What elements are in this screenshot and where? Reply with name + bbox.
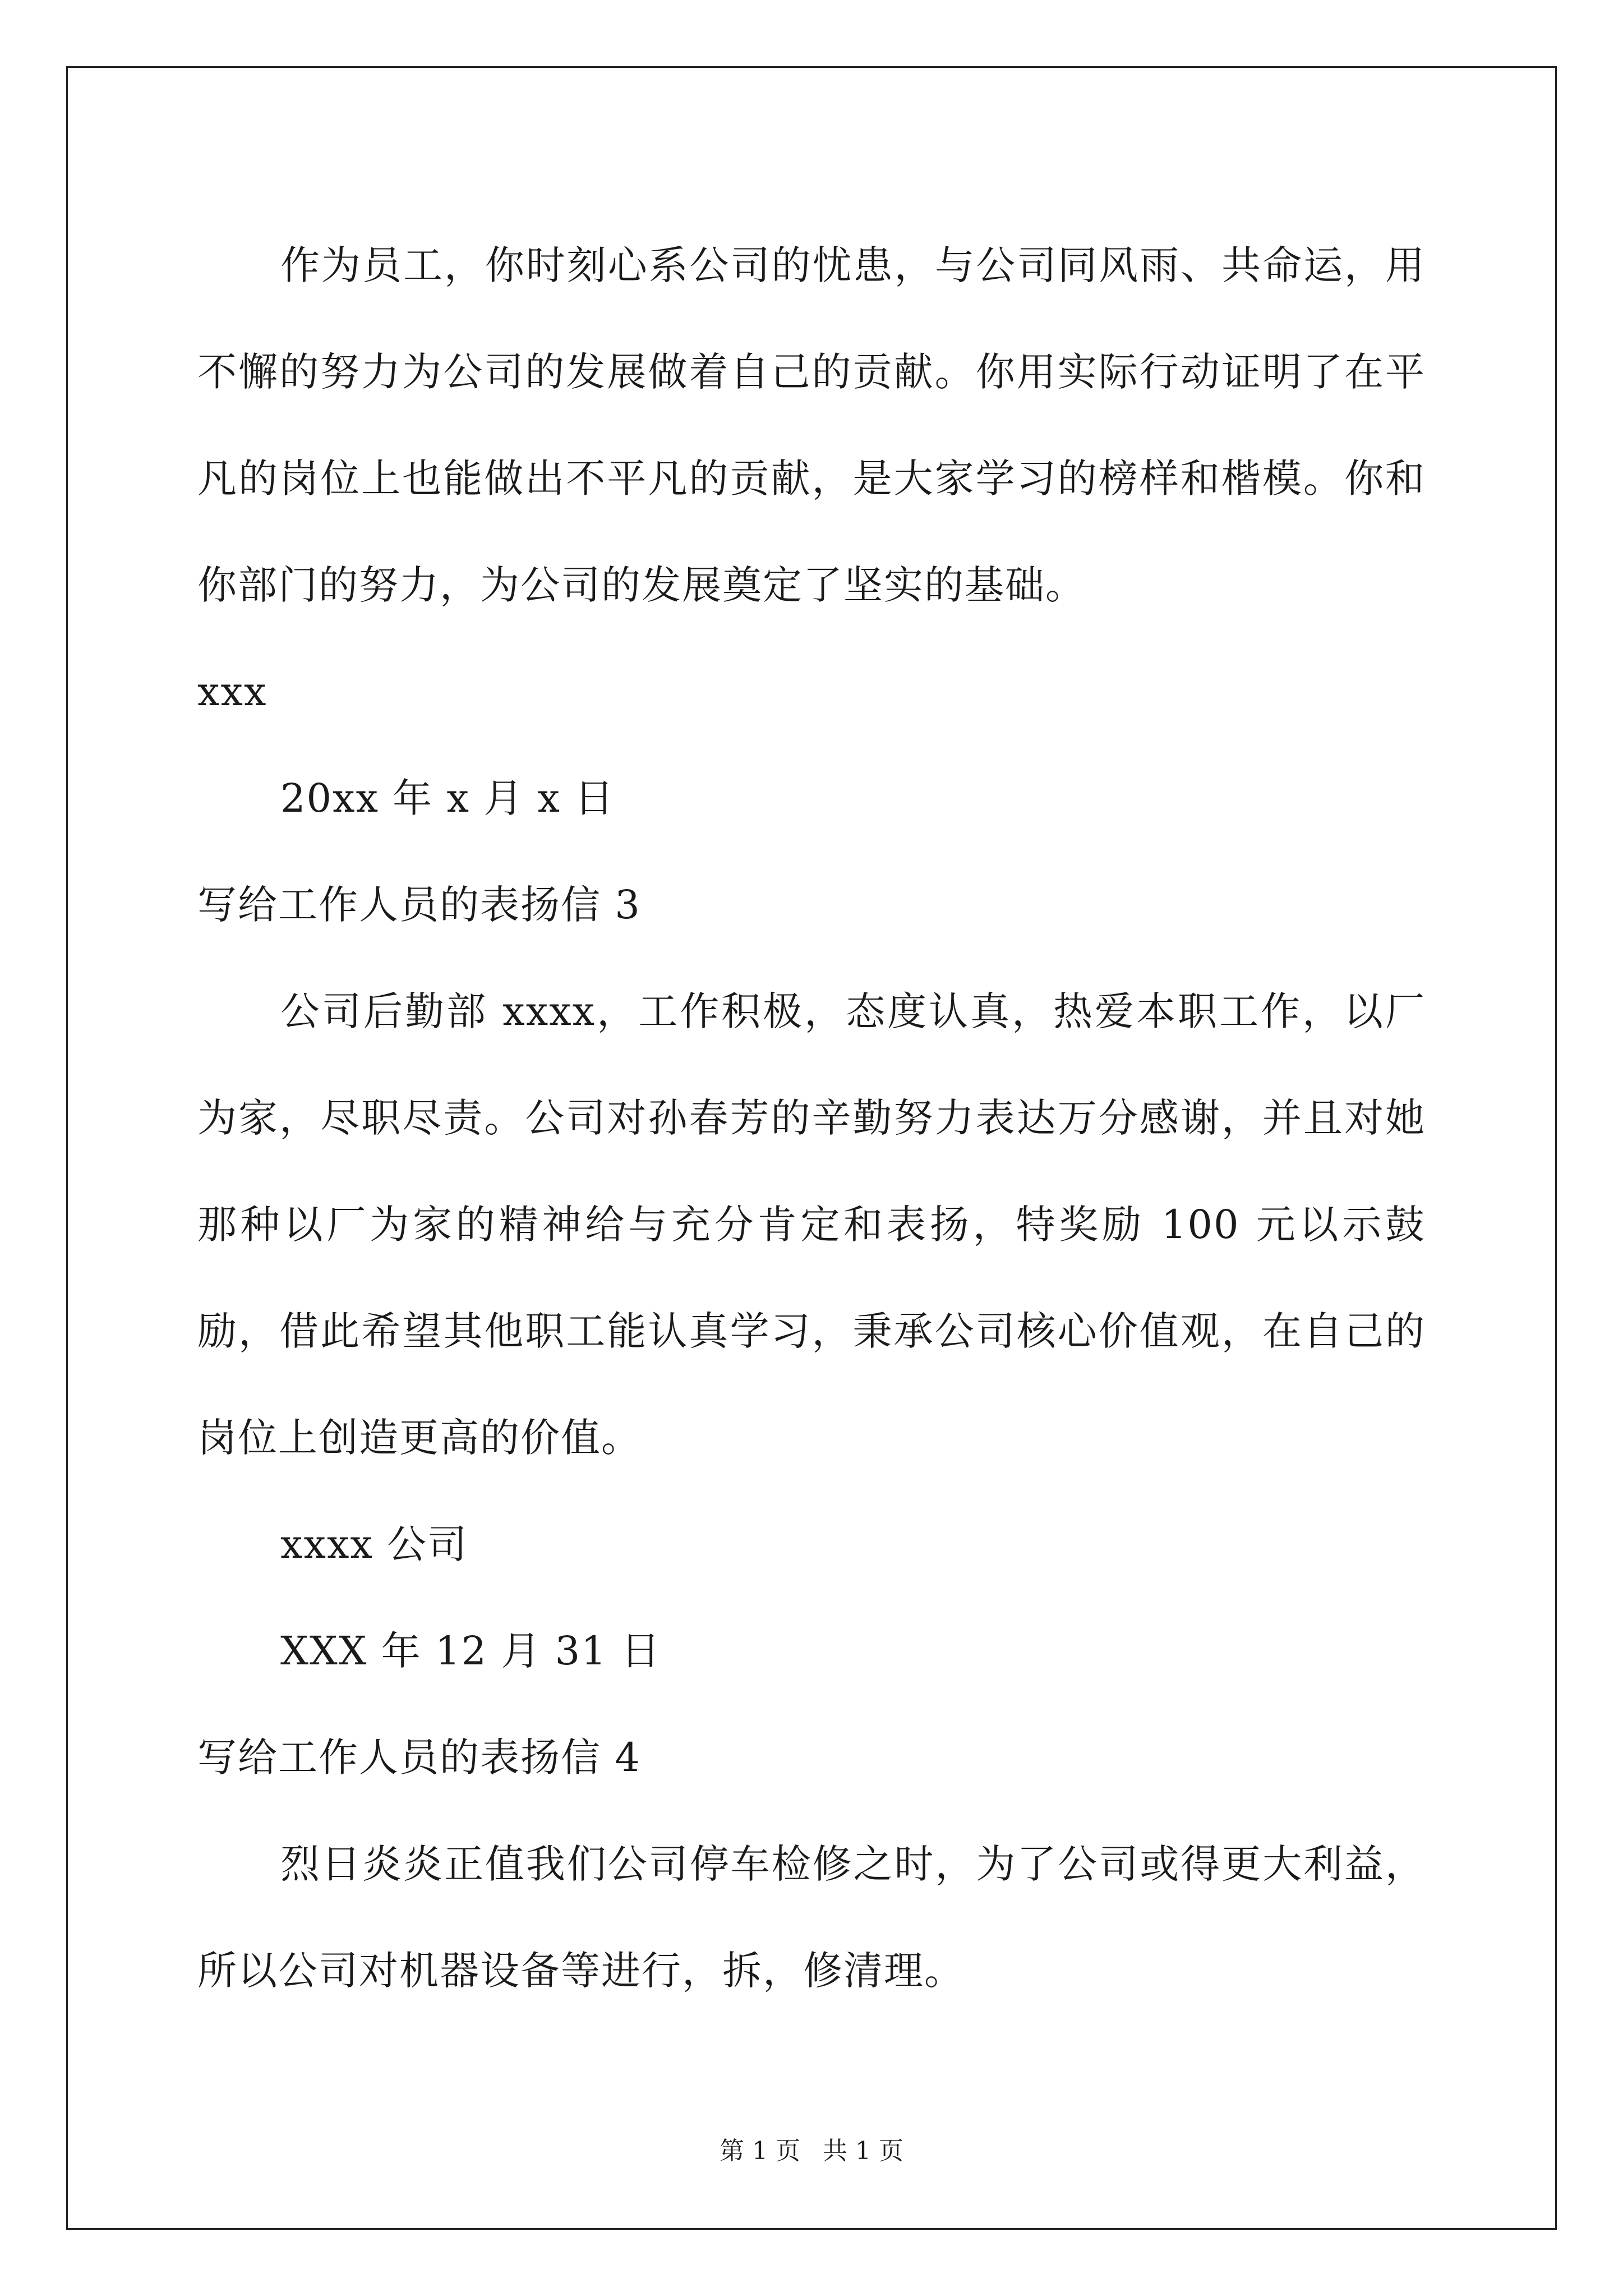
paragraph-maintenance: 烈日炎炎正值我们公司停车检修之时，为了公司或得更大利益，所以公司对机器设备等进行，拆，修清理。 [197,1841,1426,1994]
page-number-total: 共 1 页 [823,2137,903,2165]
section-heading-4: 写给工作人员的表扬信 4 [197,1734,641,1780]
letter-date-2: XXX 年 12 月 31 日 [280,1628,661,1674]
signer-company: xxxx 公司 [280,1521,468,1567]
page-footer [0,2131,1623,2166]
signer-name: xxx [197,669,268,715]
paragraph-logistics-praise: 公司后勤部 xxxx，工作积极，态度认真，热爱本职工作，以厂为家，尽职尽责。公司对孙春芳的辛勤努力表达万分感谢，并且对她那种以厂为家的精神给与充分肯定和表扬，特奖励 100 元以示鼓励，借此希望其他职工能认真学习，秉承公司核心价值观，在自己的岗位上创造更高的价值。 [197,988,1426,1461]
document-body [197,212,1426,2024]
page-number-current: 第 1 页 [720,2137,800,2165]
letter-date: 20xx 年 x 月 x 日 [280,775,615,821]
paragraph-praise-intro: 作为员工，你时刻心系公司的忧患，与公司同风雨、共命运，用不懈的努力为公司的发展做着自己的贡献。你用实际行动证明了在平凡的岗位上也能做出不平凡的贡献，是大家学习的榜样和楷模。你和你部门的努力，为公司的发展奠定了坚实的基础。 [197,242,1426,608]
section-heading-3: 写给工作人员的表扬信 3 [197,882,641,928]
